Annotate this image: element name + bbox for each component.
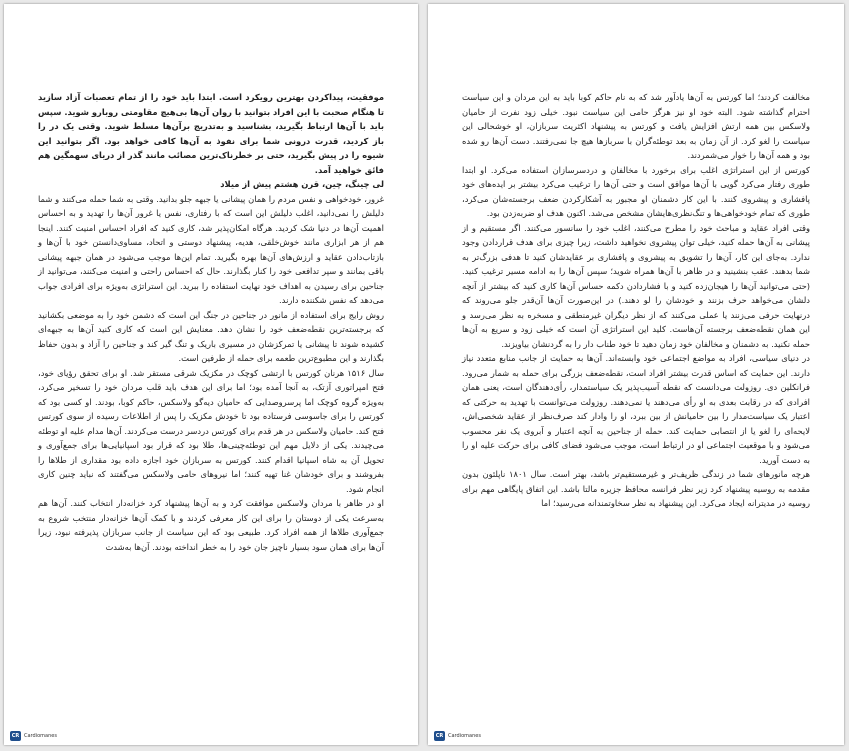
paragraph: روش رایج برای استفاده از مانور در جناحین در جنگ این است که دشمن خود را به موضعی بکشانید که برجسته‌ترین نقطه‌ضعف خود را نشان دهد. معنایش این است که کاری کنید آن‌ها به جبهه‌ای کشیده شوند تا پیشانی یا تمرکزشان در مسیری باریک و تنگ گیر کند و جناحین را آزاد و بدون حفاظ بگذارند و این مطبوع‌ترین طعمه برای حمله از طرفین است. [38,309,384,363]
paragraph: مخالفت کردند؛ اما کورتس به آن‌ها یادآور شد که به نام حاکم کوبا باید به این مردان و این سیاست احترام گذاشته شود. البته خود او نیز هرگز حامی این سیاست نبود. خیلی زود نفرت از حامیان ولاسکس بین همه ارتش افزایش یافت و کورتس به پیشنهاد اکثریت سربازان، او خوشحالی این سیاست را لغو کرد. از آن زمان به بعد توطئه‌گران با سربازها هیچ جا نمی‌رفتند. دست آن‌ها رو شده بود و همه آن‌ها را خوار می‌شمردند. [462,92,810,160]
publisher-label: Cardiomanes [448,733,481,739]
paragraph: کورتس از این استراتژی اغلب برای برخورد با مخالفان و دردسرسازان استفاده می‌کرد. او ابتدا طوری رفتار می‌کرد گویی با آن‌ها موافق است و حتی آن‌ها را ترغیب می‌کرد بیشتر بر ایده‌های خود پافشاری و پیشروی کنند. با این کار دشمنان او مجبور به آشکارکردن ضعف برجسته‌شان می‌کرد، طوری که تمام خودخواهی‌ها و تنگ‌نظری‌هایشان مشخص می‌شد. اکنون هدف او ضربه‌زدن بود. [462,164,810,218]
publisher-badge [10,731,57,741]
paragraph: غرور، خودخواهی و نفس مردم را همان پیشانی یا جبهه جلو بدانید. وقتی به شما حمله می‌کنند و شما دلیلش را نمی‌دانید، اغلب دلیلش این است که با رفتاری، نفس یا غرور آن‌ها را تهدید و به احساس اهمیت آن‌ها در دنیا شک کردید. هرگاه امکان‌پذیر شد، کاری کنید که افراد احساس امنیت کنند. اینجا هم از هر ابزاری مانند خوش‌خلقی، هدیه، پیشنهاد دوستی و اتحاد، مساوی‌دانستن خود با آن‌ها و بازتاب‌دادن عقاید و ارزش‌های آن‌ها بهره بگیرید. تمام این‌ها موجب می‌شود در همان جبهه پیشانی باقی بمانند و سپر تدافعی خود را کنار بگذارند. حال که احساس راحتی و امنیت می‌کنند، می‌توانید از جناحین برای رسیدن به اهداف خود نهایت استفاده را ببرید. این استراتژی به‌ویژه برای افرادی جواب می‌دهد که نفس شکننده دارند. [38,193,384,305]
paragraph: در دنیای سیاسی، افراد به مواضع اجتماعی خود وابسته‌اند. آن‌ها به حمایت از جانب منابع متعدد نیاز دارند. این حمایت که اساس قدرت بیشتر افراد است، نقطه‌ضعف بزرگی برای حمله به شمار می‌رود. فرانکلین دی. روزولت می‌دانست که نقطه آسیب‌پذیر یک سیاستمدار، رأی‌دهندگان است، یعنی همان افرادی که در رقابت بعدی به او رأی می‌دهند یا نمی‌دهند. روزولت می‌توانست با تهدید به حرکتی که اعتبار یک سیاست‌مدار را بین حامیانش از بین ببرد، او را وادار کند صرف‌نظر از عقاید شخصی‌اش، لایحه‌ای را لغو یا از انتصابی حمایت کند. حمله از جناحین به آنچه اعتبار و آبروی یک نفر محسوب می‌شود و با موقعیت اجتماعی او در ارتباط است، موجب می‌شود فضای کافی برای حرکت علیه او را به دست آورید. [462,353,810,465]
publisher-logo-icon: CR [435,733,444,739]
right-page [428,4,844,745]
left-page [4,4,418,745]
publisher-label: Cardiomanes [24,733,57,739]
publisher-logo-icon: CR [11,733,20,739]
right-page-body [462,90,810,511]
left-page-body [38,90,384,554]
publisher-badge [434,731,481,741]
paragraph: او در ظاهر با مردان ولاسکس موافقت کرد و به آن‌ها پیشنهاد کرد خزانه‌دار انتخاب کنند. آن‌ها هم به‌سرعت یکی از دوستان را برای این کار معرفی کردند و با کمک آن‌ها خزانه‌دار منتخب شروع به جمع‌آوری طلاها از همه افراد کرد. طبیعی بود که این سیاست از جانب سربازان پذیرفته نبود، زیرا آن‌ها برای همان سود بسیار ناچیز جان خود را به خطر انداخته بودند. آن‌ها به‌شدت [38,498,384,552]
section-heading: لی چینگ، چین، قرن هشتم پیش از میلاد [220,179,384,189]
paragraph: وقتی افراد عقاید و مباحث خود را مطرح می‌کنند، اغلب خود را سانسور می‌کنند. اگر مستقیم و از پیشانی به آن‌ها حمله کنید، خیلی توان پیشروی نخواهید داشت، زیرا چیزی برای هدف قراردادن وجود ندارد. به‌جای این کار، آن‌ها را تشویق به پیشروی و پافشاری بر عقایدشان کنید تا هدفی بزرگ‌تر به شما بدهند. عقب بنشینید و در ظاهر با آن‌ها همراه شوید؛ سپس آن‌ها را به ادامه مسیر ترغیب کنید. (حتی می‌توانید آن‌ها را هیجان‌زده کنید و با فشاردادن دکمه حساس آن‌ها کاری کنید که بیشتر از آنچه دلشان می‌خواهد حرف بزنند و خودشان را لو دهند.) در این‌صورت آن‌ها آن‌قدر جلو می‌روند که درنهایت حرفی می‌زنند یا عملی می‌کنند که از نظر دیگران غیرمنطقی و مسخره به نظر می‌رسد و این همان نقطه‌ضعف برجسته آن‌هاست. کلید این استراتژی آن است که خیلی زود و سریع به آن‌ها حمله نکنید. به دشمنان و مخالفان خود زمان دهید تا خود طناب دار را به گردنشان بیاویزند. [462,222,810,349]
paragraph: موفقیت، پیداکردن بهترین رویکرد است. ابتدا باید خود را از تمام تعصبات آزاد سازید تا هنگام صحبت با این افراد بتوانید با روان آن‌ها بی‌هیچ مقاومتی روبارو شوید. سپس باید با آن‌ها ارتباط بگیرید، بشناسید و به‌تدریج برآن‌ها مسلط شوید. وقتی یک در را باز کردید، قدرت درونی شما برای نفوذ به آن‌ها کافی خواهد بود. اگر بتوانید این شیوه را در پیش بگیرید، حتی بر خطرناک‌ترین مصائب مانند گذر از دریای سهمگین هم فائق خواهید آمد. [38,92,384,175]
paragraph: هرچه مانورهای شما در زندگی ظریف‌تر و غیرمستقیم‌تر باشد، بهتر است. سال ۱۸۰۱ ناپلئون بدون مقدمه به روسیه پیشنهاد کرد زیر نظر فرانسه محافظ جزیره مالتا باشد. این اتفاق پایگاهی مهم برای روسیه در مدیترانه ایجاد می‌کرد. این پیشنهاد به نظر سخاوتمندانه می‌رسید؛ اما [462,469,810,508]
paragraph: سال ۱۵۱۶ هرنان کورتس با ارتشی کوچک در مکزیک شرقی مستقر شد. او برای تحقق رؤیای خود، فتح امپراتوری آزتک، به آنجا آمده بود؛ اما برای این هدف باید قلب مردان خود را تسخیر می‌کرد، به‌ویژه گروه کوچک اما پرسروصدایی که حامیان دیه‌گو ولاسکس، حاکم کوبا، بودند. او کسی بود که کورتس را برای جاسوسی فرستاده بود تا خودش مکزیک را پس از اطلاعات رسیده از سوی کورتس فتح کند. حامیان ولاسکس در هر قدم برای کورتس دردسر درست می‌کردند. آن‌ها مدام علیه او توطئه می‌چیدند. یکی از دلایل مهم این توطئه‌چینی‌ها، طلا بود که قرار بود اسپانیایی‌ها برای جمع‌آوری و تحویل آن به شاه اسپانیا اقدام کنند. کورتس به سربازان خود اجازه داده بود مقداری از طلاها را بفروشند و برای خودشان غنا تهیه کنند؛ اما نیروهای حامی ولاسکس می‌گفتند که نباید چنین کاری انجام شود. [38,367,385,494]
